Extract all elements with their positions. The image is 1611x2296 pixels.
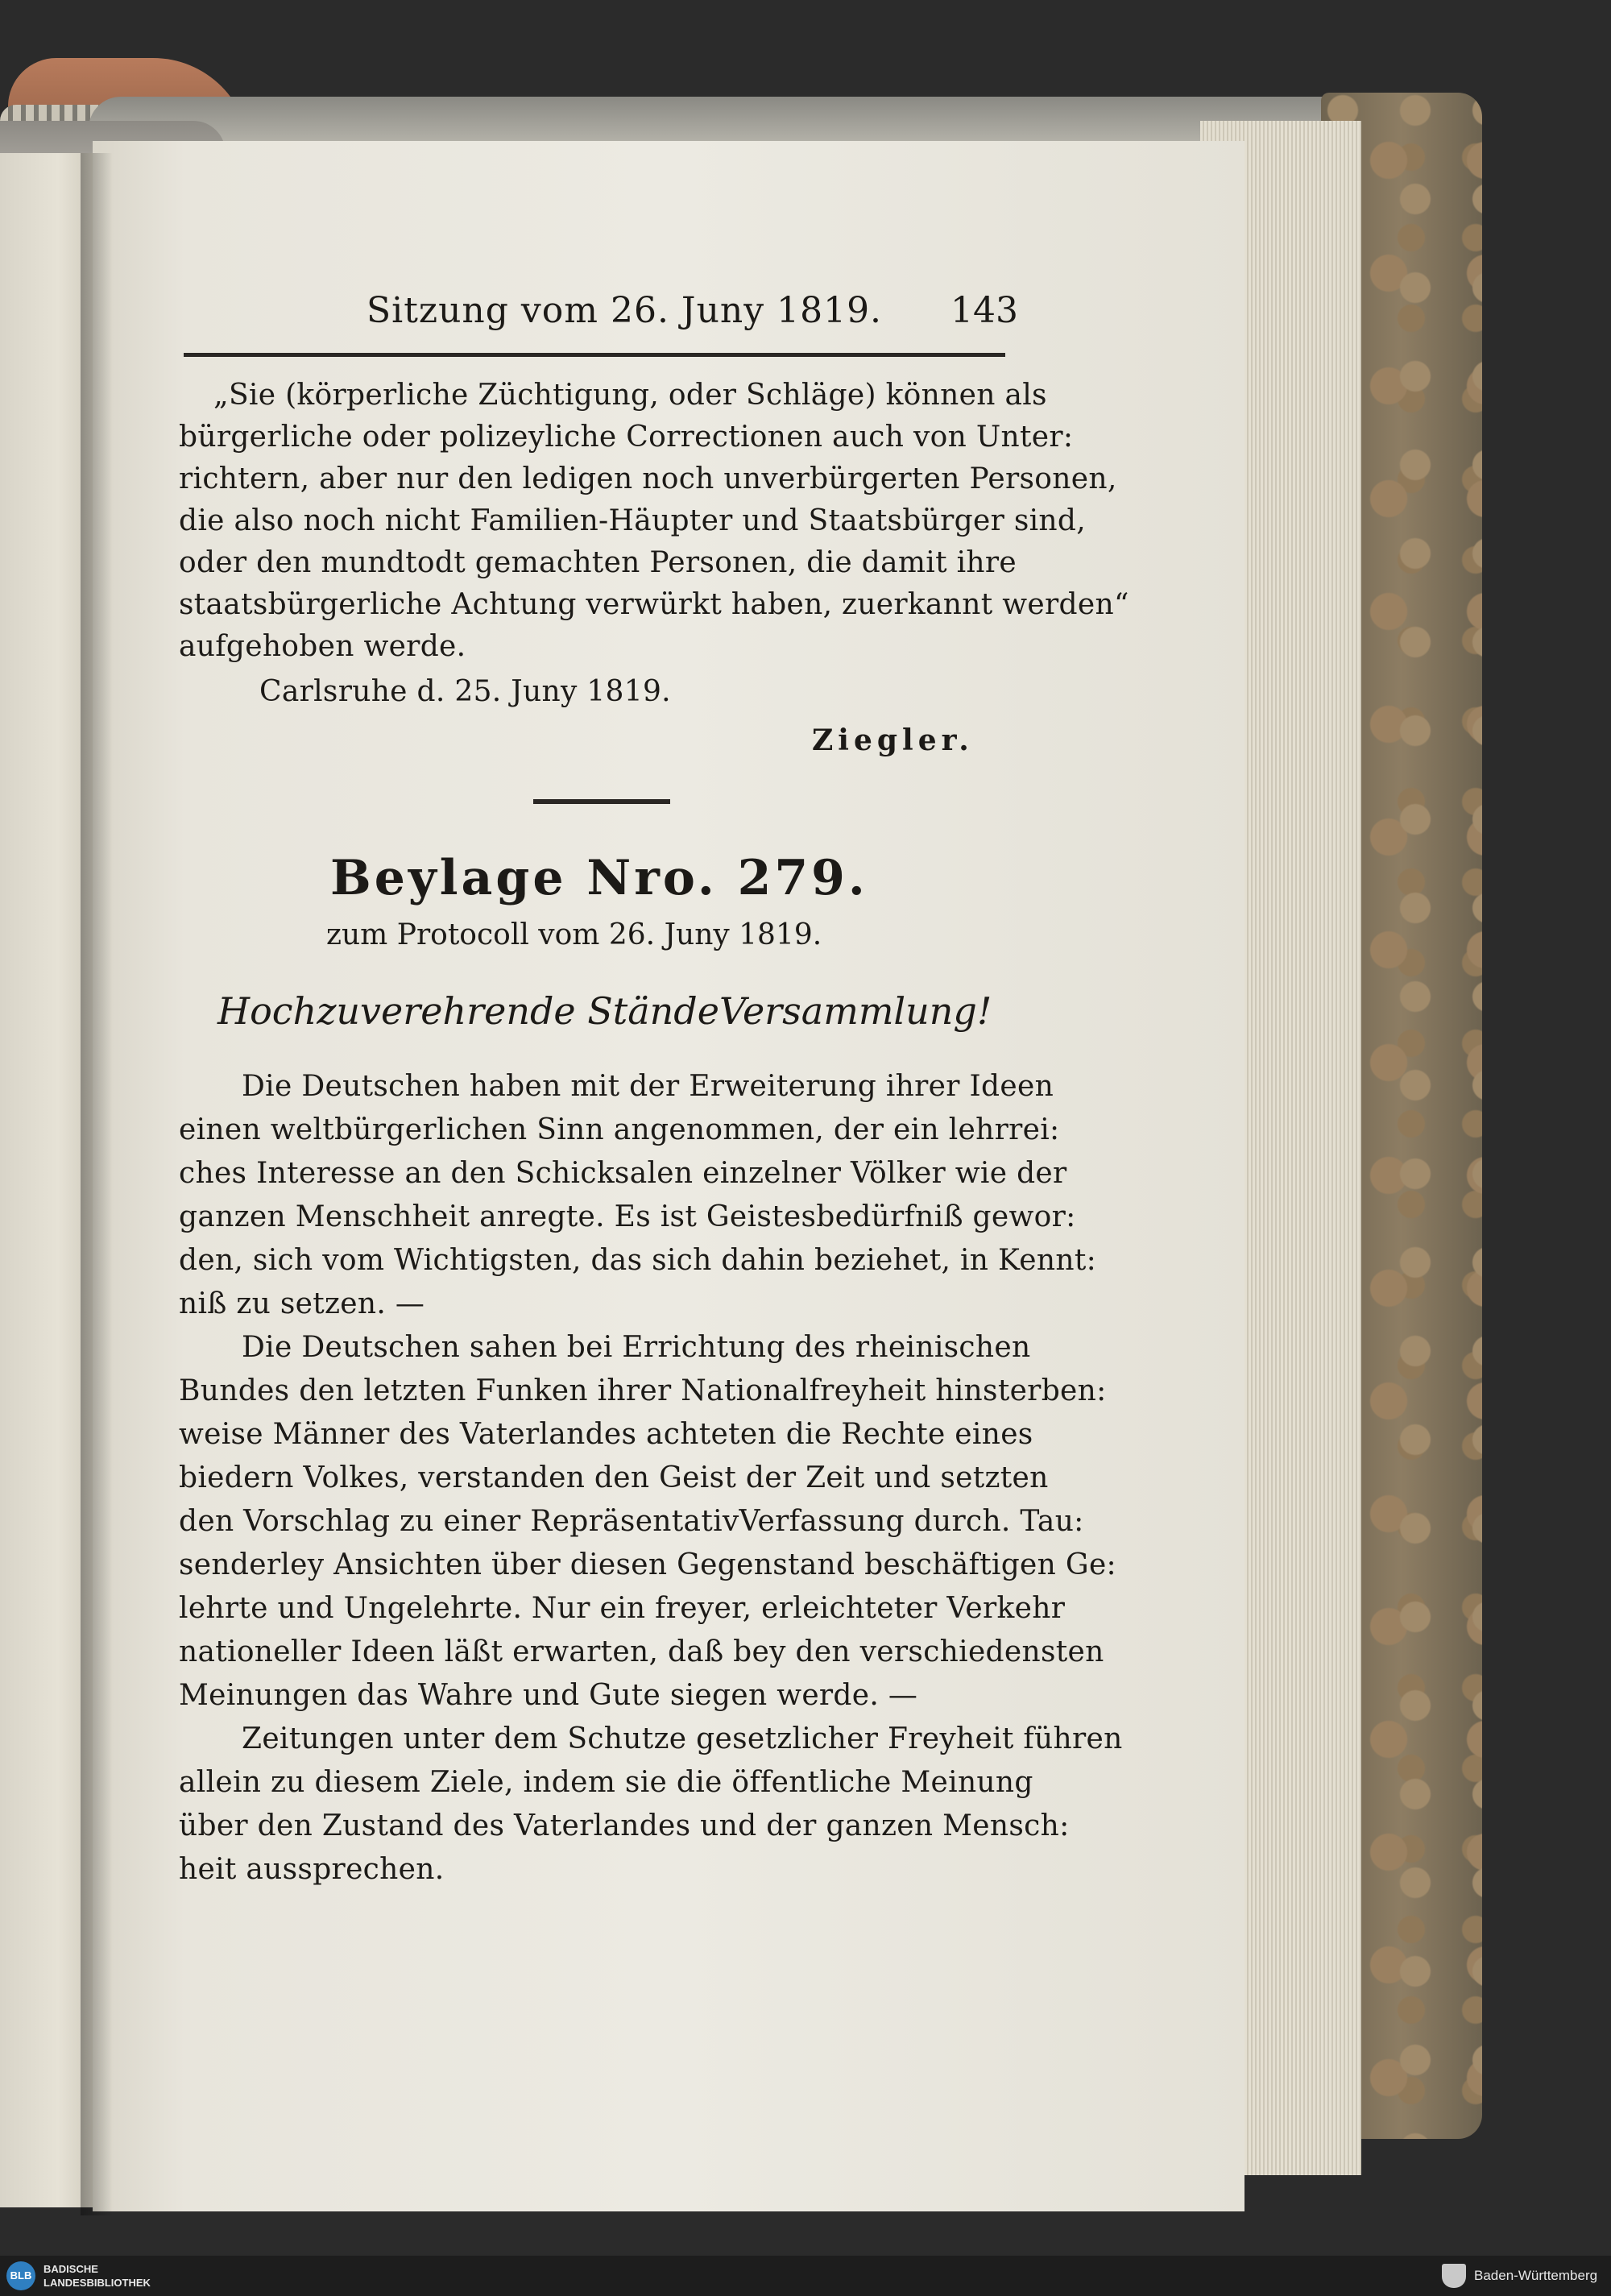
body-line: heit aussprechen. — [179, 1853, 445, 1886]
blb-name-line1: BADISCHE — [43, 2263, 98, 2275]
body-line: biedern Volkes, verstanden den Geist der Zeit und setzten — [179, 1461, 1049, 1494]
body-line: allein zu diesem Ziele, indem sie die öffentliche Meinung — [179, 1766, 1033, 1799]
body-line: senderley Ansichten über diesen Gegenstand beschäftigen Ge: — [179, 1548, 1116, 1581]
body-line: lehrte und Ungelehrte. Nur ein freyer, erleichteter Verkehr — [179, 1592, 1066, 1625]
baden-wuerttemberg-label[interactable]: Baden-Württemberg — [1474, 2268, 1598, 2283]
quote-line: aufgehoben werde. — [179, 630, 466, 663]
section-subtitle: zum Protocoll vom 26. Juny 1819. — [326, 918, 822, 951]
quote-line: oder den mundtodt gemachten Personen, die damit ihre — [179, 546, 1017, 579]
body-line: Die Deutschen haben mit der Erweiterung ihrer Ideen — [242, 1070, 1054, 1103]
running-header: Sitzung vom 26. Juny 1819. — [367, 290, 883, 331]
quote-line: die also noch nicht Familien-Häupter und Staatsbürger sind, — [179, 504, 1086, 537]
quote-line: staatsbürgerliche Achtung verwürkt haben, zuerkannt werden“ — [179, 588, 1129, 621]
quote-line: richtern, aber nur den ledigen noch unverbürgerten Personen, — [179, 462, 1117, 495]
salutation: Hochzuverehrende StändeVersammlung! — [217, 989, 992, 1033]
body-line: niß zu setzen. — — [179, 1287, 425, 1320]
baden-wuerttemberg-crest-icon — [1442, 2264, 1466, 2288]
section-title: Beylage Nro. 279. — [330, 850, 868, 906]
body-line: nationeller Ideen läßt erwarten, daß bey den verschiedensten — [179, 1635, 1104, 1668]
body-line: ches Interesse an den Schicksalen einzelner Völker wie der — [179, 1157, 1067, 1190]
quote-line: bürgerliche oder polizeyliche Correctionen auch von Unter: — [179, 421, 1074, 454]
dateline: Carlsruhe d. 25. Juny 1819. — [259, 675, 671, 708]
page-number: 143 — [950, 290, 1018, 331]
body-line: Die Deutschen sahen bei Errichtung des rheinischen — [242, 1331, 1031, 1364]
body-line: ganzen Menschheit anregte. Es ist Geistesbedürfniß gewor: — [179, 1200, 1076, 1233]
quote-line: „Sie (körperliche Züchtigung, oder Schläge) können als — [213, 379, 1047, 412]
blb-name-line2: LANDESBIBLIOTHEK — [43, 2277, 151, 2289]
signature: Ziegler. — [812, 723, 974, 757]
blb-logo-icon[interactable]: BLB — [6, 2261, 35, 2290]
body-line: Meinungen das Wahre und Gute siegen werde. — — [179, 1679, 918, 1712]
body-line: weise Männer des Vaterlandes achteten die Rechte eines — [179, 1418, 1033, 1451]
body-line: Zeitungen unter dem Schutze gesetzlicher Freyheit führen — [242, 1722, 1123, 1755]
body-line: über den Zustand des Vaterlandes und der ganzen Mensch: — [179, 1809, 1070, 1842]
section-divider — [533, 799, 670, 804]
body-line: einen weltbürgerlichen Sinn angenommen, der ein lehrrei: — [179, 1113, 1060, 1146]
footer-bar — [0, 2256, 1611, 2296]
body-line: Bundes den letzten Funken ihrer Nationalfreyheit hinsterben: — [179, 1374, 1107, 1407]
blb-name[interactable] — [43, 2262, 151, 2290]
body-line: den, sich vom Wichtigsten, das sich dahin beziehet, in Kennt: — [179, 1244, 1097, 1277]
header-rule — [184, 353, 1005, 357]
spine-shadow — [81, 153, 113, 2215]
body-line: den Vorschlag zu einer RepräsentativVerfassung durch. Tau: — [179, 1505, 1084, 1538]
